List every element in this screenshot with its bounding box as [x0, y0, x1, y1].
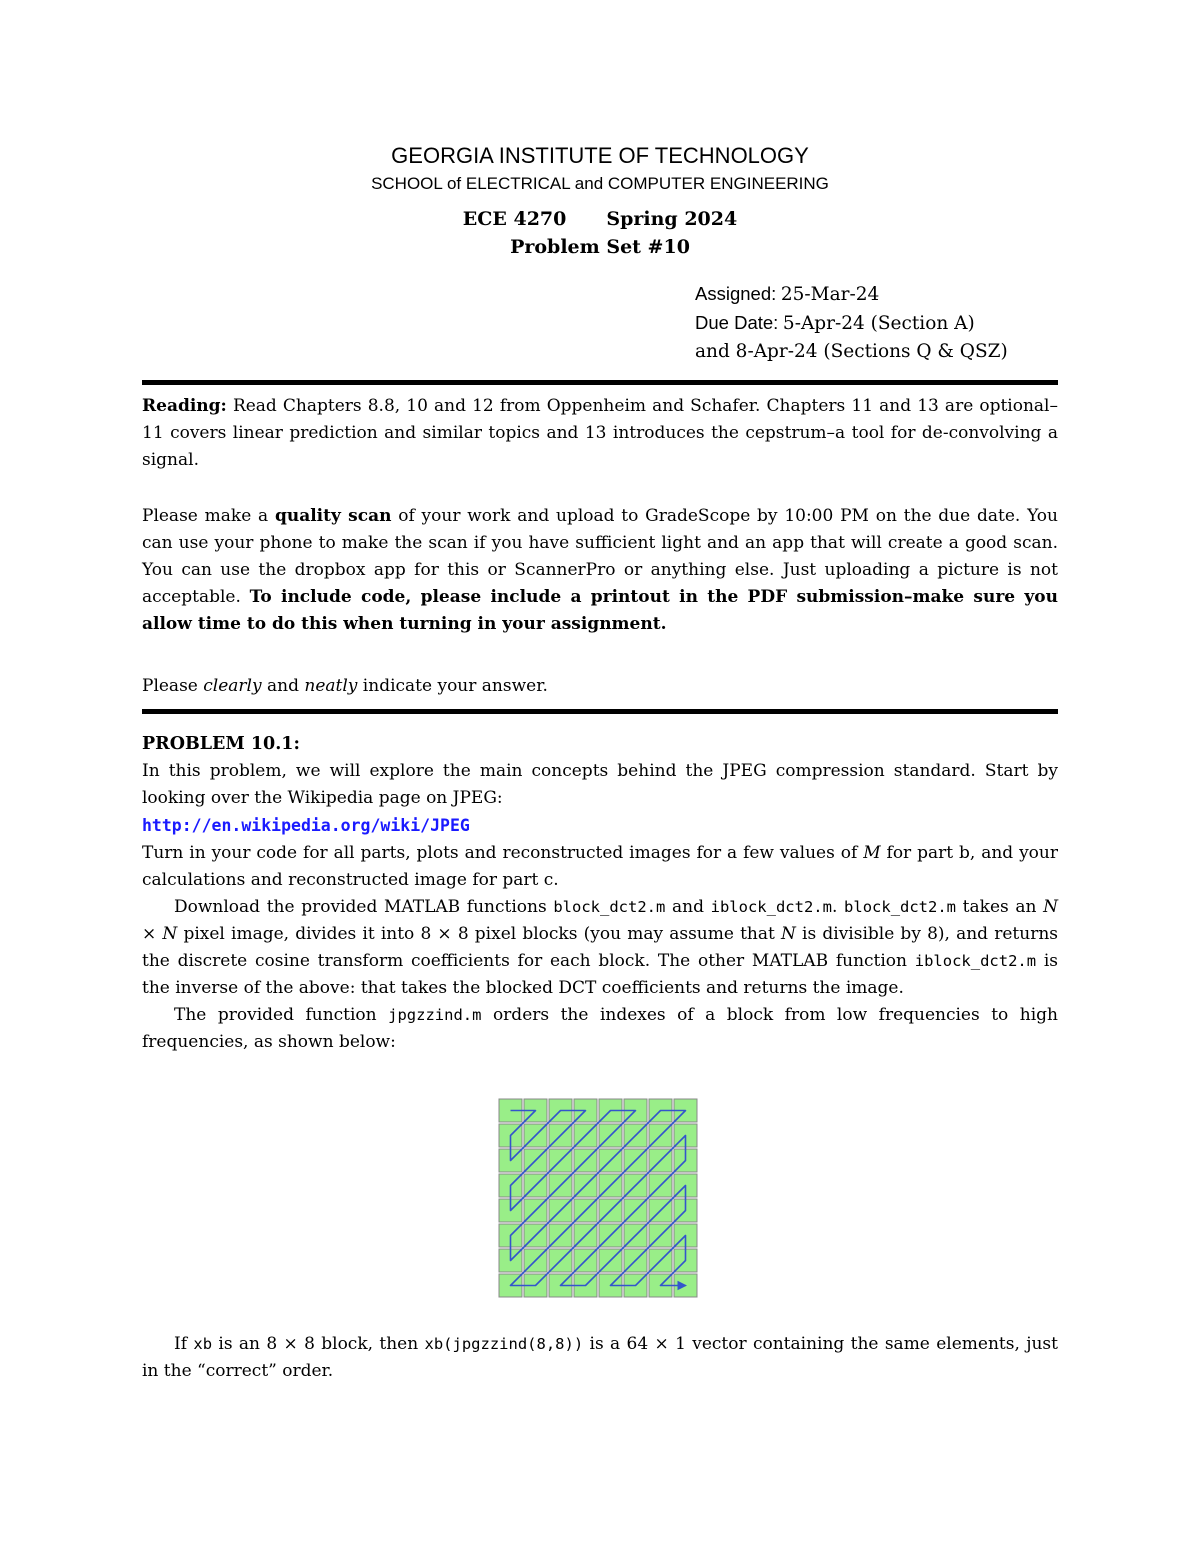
- assigned-label: Assigned:: [695, 283, 777, 304]
- reading-text: Read Chapters 8.8, 10 and 12 from Oppenheim and Schafer. Chapters 11 and 13 are optional–11 covers linear prediction and similar topics and 13 introduces the cepstrum–a tool for de-convolving a signal.: [142, 396, 1058, 470]
- course-code: ECE 4270: [462, 208, 567, 230]
- turn-in-text-2: for part b, and your calculations and reconstructed image for part c.: [142, 843, 1058, 890]
- var-n: N: [781, 924, 796, 944]
- vector-text-a: If: [174, 1334, 194, 1354]
- indicate-text-2: and: [261, 676, 305, 696]
- xb-expression: xb(jpgzzind(8,8)): [424, 1335, 584, 1353]
- course-term: Spring 2024: [606, 208, 738, 230]
- problem-title: PROBLEM 10.1:: [142, 734, 300, 754]
- submission-paragraph: [142, 503, 1058, 638]
- indicate-paragraph: [142, 673, 1058, 700]
- quality-scan-emphasis: quality scan: [274, 506, 392, 526]
- zigzag-paragraph: [142, 1002, 1058, 1056]
- zigzag-figure: [498, 1098, 698, 1298]
- due-label: Due Date:: [695, 312, 779, 333]
- indicate-text-1: Please: [142, 676, 204, 696]
- fn-jpgzzind: jpgzzind.m: [388, 1006, 482, 1024]
- fn-iblock-dct2-2: iblock_dct2.m: [914, 952, 1037, 970]
- vector-paragraph: [142, 1331, 1058, 1385]
- var-nxn: N × N: [142, 897, 1059, 944]
- submission-text-1: Please make a: [142, 506, 275, 526]
- download-text-d: takes an: [956, 897, 1044, 917]
- download-text-f: is divisible by 8), and returns the discrete cosine transform coefficients for each block. The other MATLAB function: [142, 924, 1058, 971]
- download-text-e: pixel image, divides it into 8 × 8 pixel blocks (you may assume that: [177, 924, 782, 944]
- institution-title: GEORGIA INSTITUTE OF TECHNOLOGY: [391, 143, 809, 168]
- reading-paragraph: [142, 393, 1058, 474]
- download-text-b: and: [665, 897, 711, 917]
- problem-intro: In this problem, we will explore the main concepts behind the JPEG compression standard. Start by looking over the Wikipedia page on JPEG:: [142, 761, 1058, 808]
- neatly-emphasis: neatly: [304, 676, 358, 696]
- assigned-line: [695, 280, 1008, 309]
- top-divider: [142, 380, 1058, 385]
- turn-in-text-1: Turn in your code for all parts, plots and reconstructed images for a few values of: [142, 843, 864, 863]
- problem-set-title: Problem Set #10: [510, 236, 690, 258]
- assigned-date: 25-Mar-24: [780, 284, 880, 305]
- clearly-emphasis: clearly: [203, 676, 262, 696]
- var-m: M: [863, 843, 881, 863]
- download-text-a: Download the provided MATLAB functions: [174, 897, 554, 917]
- wikipedia-link[interactable]: http://en.wikipedia.org/wiki/JPEG: [142, 816, 470, 835]
- bottom-divider: [142, 709, 1058, 714]
- indicate-text-3: indicate your answer.: [357, 676, 548, 696]
- fn-block-dct2: block_dct2.m: [553, 898, 666, 916]
- download-paragraph: [142, 894, 1058, 1002]
- vector-text-b: is an 8 × 8 block, then: [212, 1334, 425, 1354]
- zigzag-text-b: orders the indexes of a block from low frequencies to high frequencies, as shown below:: [142, 1005, 1058, 1052]
- fn-iblock-dct2: iblock_dct2.m: [710, 898, 832, 916]
- var-xb: xb: [193, 1335, 213, 1353]
- download-text-c: .: [831, 897, 845, 917]
- fn-block-dct2-2: block_dct2.m: [844, 898, 957, 916]
- date-block: [695, 280, 1008, 366]
- problem-section: [142, 731, 1058, 1056]
- zigzag-diagram: [498, 1098, 698, 1298]
- course-line: [0, 208, 1200, 230]
- reading-label: Reading:: [142, 396, 227, 416]
- submission-text-2: of your work and upload to GradeScope by 10:00 PM on the due date. You can use your phone to make the scan if you have sufficient light and an app that will create a good scan. You can use the dropbox app for this or ScannerPro or anything else. Just uploading a picture is not acceptable.: [142, 506, 1058, 607]
- zigzag-text-a: The provided function: [174, 1005, 389, 1025]
- vector-text-c: is a 64 × 1 vector containing the same elements, just in the “correct” order.: [142, 1334, 1058, 1381]
- due-date: 5-Apr-24 (Section A): [782, 313, 975, 334]
- school-title: SCHOOL of ELECTRICAL and COMPUTER ENGINEERING: [371, 174, 829, 193]
- due-line: [695, 309, 1008, 338]
- download-text-g: is the inverse of the above: that takes the blocked DCT coefficients and returns the image.: [142, 951, 1058, 998]
- due-line-2: and 8-Apr-24 (Sections Q & QSZ): [695, 341, 1008, 362]
- code-instructions: To include code, please include a printout in the PDF submission–make sure you allow time to do this when turning in your assignment.: [142, 587, 1058, 634]
